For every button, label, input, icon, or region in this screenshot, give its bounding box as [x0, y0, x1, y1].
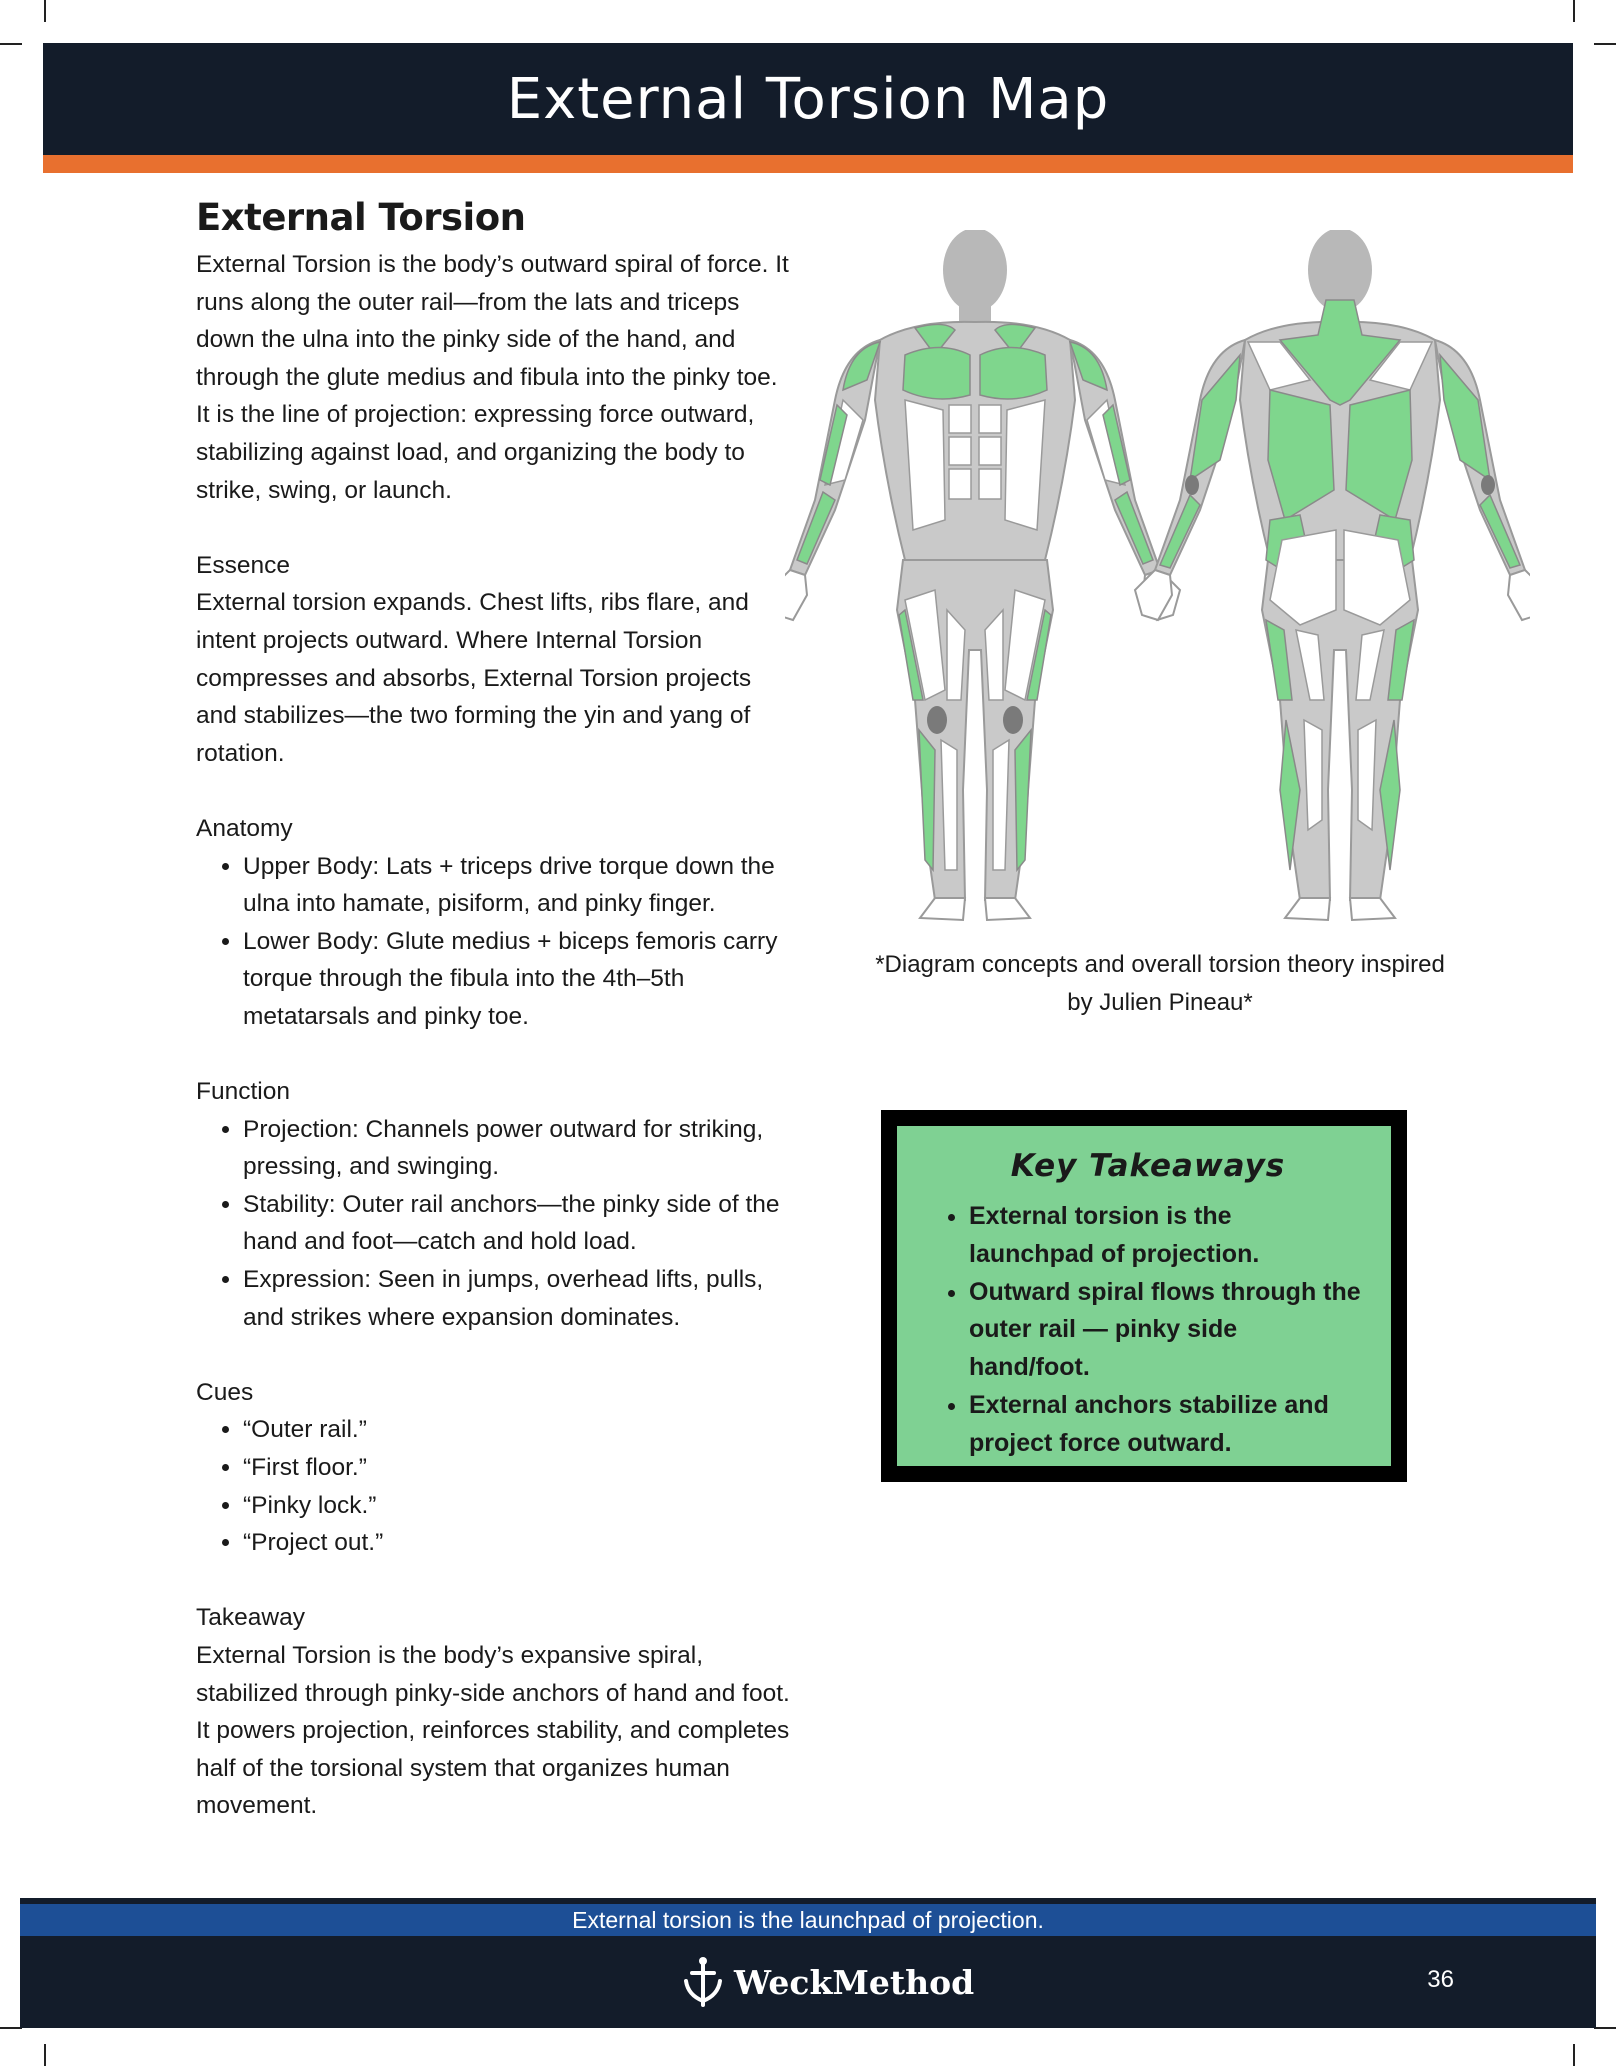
page-title: External Torsion Map [506, 66, 1110, 132]
footer-tagline-bar [20, 1904, 1596, 1936]
list-item: • “Project out.” [243, 1524, 796, 1562]
crop-mark [1573, 0, 1575, 22]
list-item: • External torsion is the launchpad of projection. [969, 1198, 1363, 1274]
cues-list [196, 1411, 796, 1561]
list-item: • Upper Body: Lats + triceps drive torque down the ulna into hamate, pisiform, and pinky finger. [243, 848, 796, 923]
list-item: • Lower Body: Glute medius + biceps femoris carry torque through the fibula into the 4th–5th metatarsals and pinky toe. [243, 923, 796, 1036]
crop-mark [0, 43, 22, 45]
figure-caption: *Diagram concepts and overall torsion theory inspired by Julien Pineau* [875, 951, 1445, 1016]
muscle-map-figure [785, 230, 1530, 930]
key-takeaways-list [933, 1198, 1363, 1463]
anatomy-list [196, 848, 796, 1036]
header-accent-rule [43, 155, 1573, 173]
anatomy-heading: Anatomy [196, 814, 293, 842]
back-body-figure [1135, 230, 1530, 920]
crop-mark [1594, 43, 1616, 45]
list-item: • Expression: Seen in jumps, overhead lifts, pulls, and strikes where expansion dominates. [243, 1261, 796, 1336]
key-takeaways-box [881, 1110, 1407, 1482]
page-footer [20, 1936, 1596, 2028]
key-takeaways-title: Key Takeaways [1010, 1148, 1286, 1184]
crop-mark [44, 2044, 46, 2066]
article-title: External Torsion [196, 196, 526, 239]
page-number: 36 [1427, 1966, 1454, 1993]
function-list [196, 1111, 796, 1337]
crop-mark [0, 2027, 22, 2029]
brand-logo [680, 1952, 974, 2012]
intro-paragraph: External Torsion is the body’s outward spiral of force. It runs along the outer rail—from the lats and triceps down the ulna into the pinky side of the hand, and through the glute medius and fibula into the pinky toe. It is the line of projection: expressing force outward, stabilizing against load, and organizing the body to strike, swing, or launch. [196, 251, 789, 504]
cues-heading: Cues [196, 1378, 254, 1406]
list-item: • “Pinky lock.” [243, 1487, 796, 1525]
function-heading: Function [196, 1078, 290, 1106]
takeaway-paragraph: External Torsion is the body’s expansive spiral, stabilized through pinky-side anchors of hand and foot. It powers projection, reinforces stability, and completes half of the torsional system that organizes human movement. [196, 1641, 790, 1820]
list-item: • Stability: Outer rail anchors—the pinky side of the hand and foot—catch and hold load. [243, 1186, 796, 1261]
anchor-icon [680, 1955, 726, 2009]
footer-tagline: External torsion is the launchpad of projection. [572, 1906, 1044, 1933]
article-body [196, 190, 796, 1825]
crop-mark [44, 0, 46, 22]
crop-mark [1573, 2044, 1575, 2066]
list-item: • “Outer rail.” [243, 1411, 796, 1449]
essence-paragraph: External torsion expands. Chest lifts, ribs flare, and intent projects outward. Where Internal Torsion compresses and absorbs, External Torsion projects and stabilizes—the two forming the yin and yang of rotation. [196, 589, 752, 767]
brand-name: WeckMethod [734, 1962, 975, 2002]
list-item: • “First floor.” [243, 1449, 796, 1487]
list-item: • External anchors stabilize and project force outward. [969, 1387, 1363, 1463]
page-header [43, 43, 1573, 155]
essence-heading: Essence [196, 551, 290, 579]
list-item: • Projection: Channels power outward for striking, pressing, and swinging. [243, 1111, 796, 1186]
list-item: • Outward spiral flows through the outer rail — pinky side hand/foot. [969, 1274, 1363, 1387]
takeaway-heading: Takeaway [196, 1604, 305, 1632]
front-body-figure [785, 230, 1180, 920]
crop-mark [1594, 2027, 1616, 2029]
key-takeaways-panel [897, 1126, 1391, 1466]
